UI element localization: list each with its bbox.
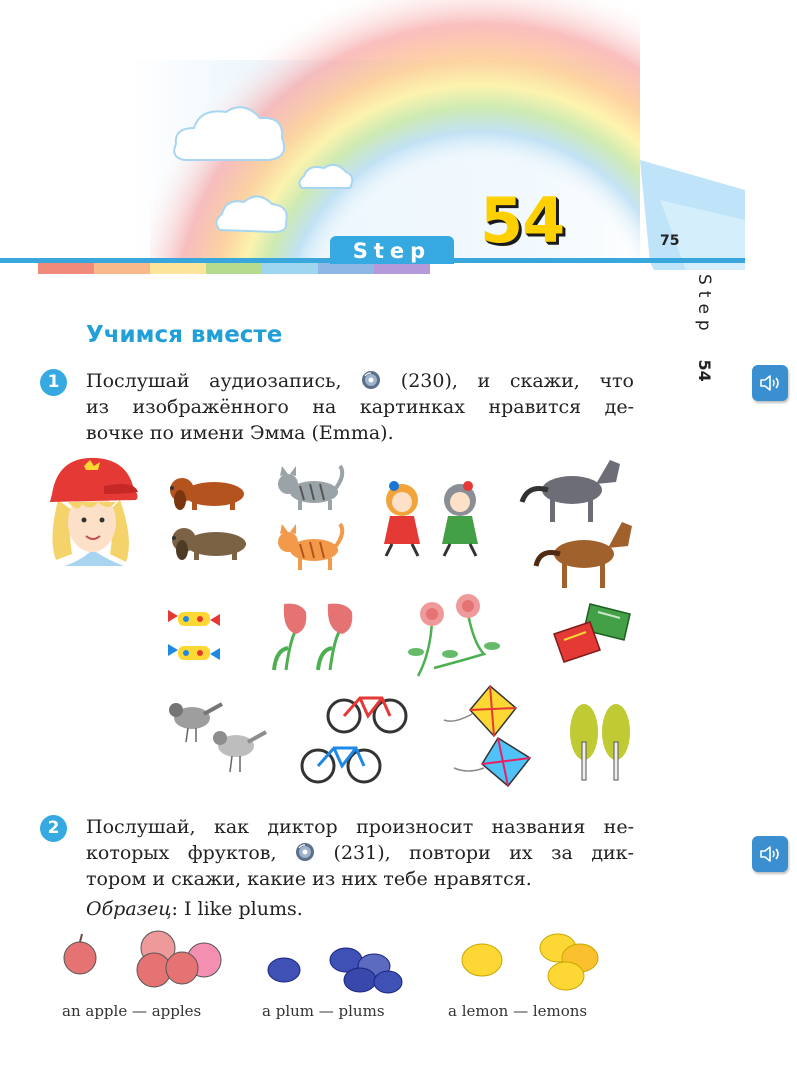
exercise-2-text bbox=[86, 814, 634, 892]
example-line bbox=[86, 898, 303, 920]
speaker-icon bbox=[759, 374, 781, 392]
exercise-1-line-1b: (230), и скажи, что bbox=[400, 370, 634, 392]
cats-illustration bbox=[274, 462, 346, 582]
exercise-2-line-2: которых фруктов, bbox=[86, 842, 277, 864]
roses-illustration bbox=[404, 594, 508, 678]
apples-illustration bbox=[58, 928, 230, 988]
example-label: Образец bbox=[86, 898, 172, 920]
exercise-1-line-1: Послушай аудиозапись, bbox=[86, 370, 342, 392]
exercise-2-line-1: Послушай, как диктор произносит названия не- bbox=[86, 816, 634, 838]
audio-cd-icon bbox=[295, 842, 315, 862]
girl-illustration bbox=[38, 450, 142, 572]
cloud-illustration bbox=[296, 160, 356, 192]
kites-illustration bbox=[440, 684, 536, 792]
section-title: Учимся вместе bbox=[86, 322, 283, 348]
dolls-illustration bbox=[372, 480, 494, 558]
exercise-2-line-3: тором и скажи, какие из них тебе нравятся. bbox=[86, 868, 532, 890]
color-strip bbox=[38, 263, 430, 274]
exercise-1-text bbox=[86, 368, 634, 446]
cloud-illustration bbox=[170, 100, 290, 172]
horses-illustration bbox=[518, 454, 638, 592]
page-number: 75 bbox=[660, 233, 680, 249]
audio-button-exercise-1[interactable] bbox=[752, 365, 788, 401]
lemons-illustration bbox=[458, 930, 604, 996]
exercise-number-2: 2 bbox=[40, 815, 67, 842]
fruit-caption-lemon: a lemon — lemons bbox=[448, 1002, 588, 1020]
bicycles-illustration bbox=[298, 686, 410, 792]
fruit-caption-plum: a plum — plums bbox=[262, 1002, 385, 1020]
rainbow-illustration bbox=[0, 0, 797, 270]
example-text: : I like plums. bbox=[171, 898, 303, 920]
side-step-label bbox=[690, 274, 714, 382]
dogs-illustration bbox=[162, 470, 254, 570]
plums-illustration bbox=[264, 944, 410, 996]
speaker-icon bbox=[759, 845, 781, 863]
books-illustration bbox=[550, 600, 636, 668]
side-step-text: Step bbox=[694, 274, 714, 337]
exercise-1-line-3: вочке по имени Эмма (Emma). bbox=[86, 422, 394, 444]
audio-button-exercise-2[interactable] bbox=[752, 836, 788, 872]
cloud-illustration bbox=[212, 190, 292, 236]
birds-illustration bbox=[164, 696, 268, 780]
step-number: 54 bbox=[480, 184, 565, 257]
audio-cd-icon bbox=[361, 370, 381, 390]
side-step-number: 54 bbox=[695, 359, 714, 382]
header-illustration bbox=[0, 0, 797, 270]
exercise-2-line-2b: (231), повтори их за дик- bbox=[333, 842, 634, 864]
step-tab: Step bbox=[330, 236, 454, 264]
tulips-illustration bbox=[266, 600, 366, 672]
fruit-caption-apple: an apple — apples bbox=[62, 1002, 202, 1020]
sweets-illustration bbox=[164, 602, 224, 670]
trees-illustration bbox=[566, 702, 636, 782]
exercise-1-line-2: из изображённого на картинках нравится де- bbox=[86, 396, 634, 418]
exercise-number-1: 1 bbox=[40, 369, 67, 396]
